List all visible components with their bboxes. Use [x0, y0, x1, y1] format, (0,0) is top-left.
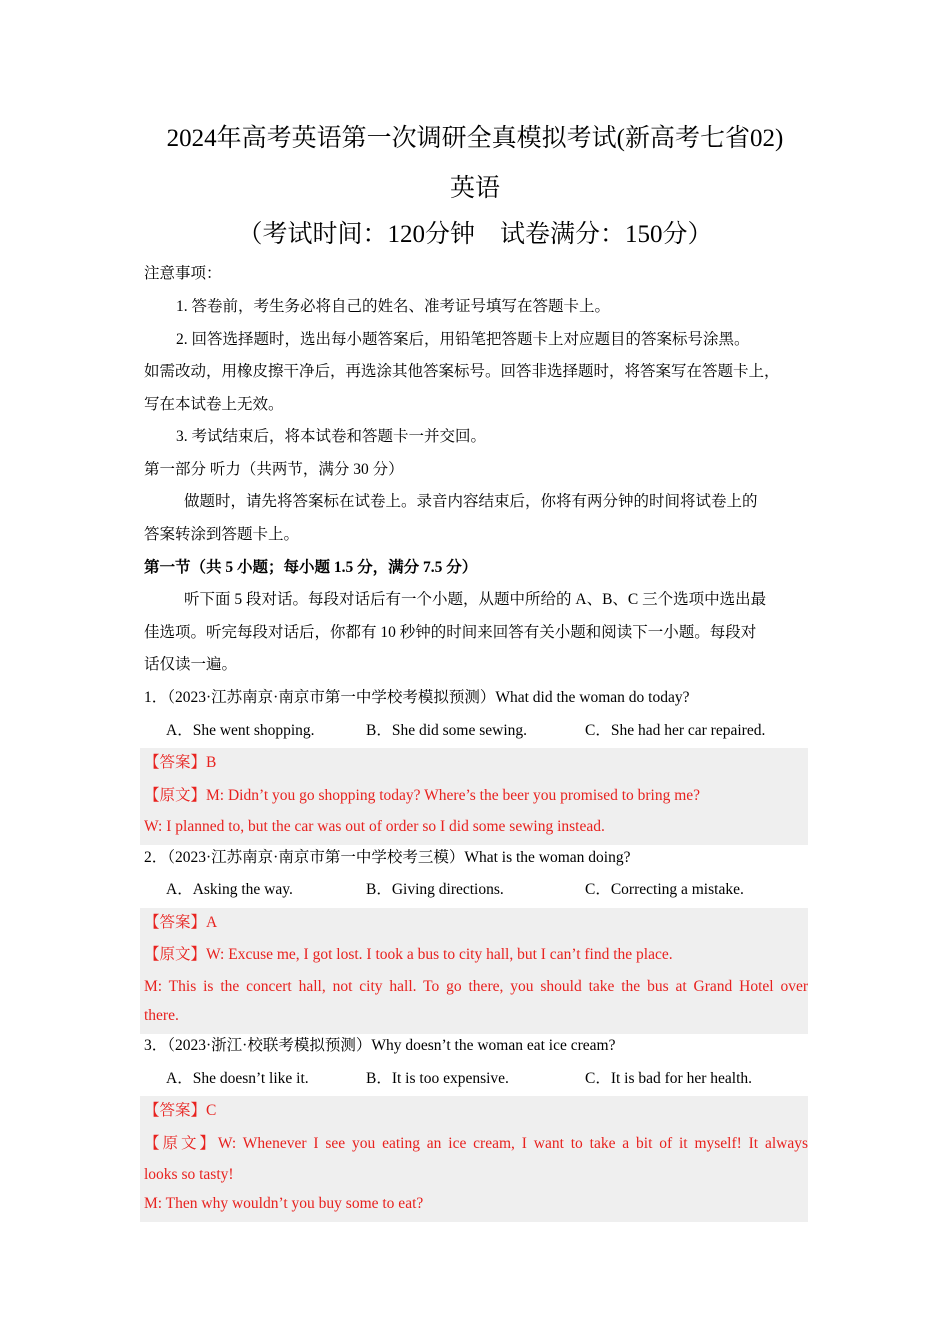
exam-title: 2024年高考英语第一次调研全真模拟考试(新高考七省02) — [166, 125, 784, 152]
question-1-transcript-line-2: W: I planned to, but the car was out of order so I did some sewing instead. — [144, 818, 605, 835]
notes-heading: 注意事项： — [144, 265, 222, 282]
question-2-stem: 2．（2023·江苏南京·南京市第一中学校考三模）What is the woman doing? — [144, 849, 631, 866]
question-3-stem: 3．（2023·浙江·校联考模拟预测）Why doesn’t the woman eat ice cream? — [144, 1037, 616, 1054]
notes-item-3: 3. 考试结束后，将本试卷和答题卡一并交回。 — [176, 428, 487, 445]
question-1-stem: 1．（2023·江苏南京·南京市第一中学校考模拟预测）What did the woman do today? — [144, 689, 690, 706]
question-2-transcript-line-2: M: This is the concert hall, not city hall. To go there, you should take the bus at Grand Hotel over — [144, 978, 808, 995]
question-3-answer: 【答案】C — [144, 1102, 217, 1119]
question-2-answer: 【答案】A — [144, 914, 218, 931]
question-3-transcript-line-2: looks so tasty! — [144, 1166, 234, 1183]
question-1-answer: 【答案】B — [144, 754, 217, 771]
notes-item-2-line-1: 2. 回答选择题时，选出每小题答案后，用铅笔把答题卡上对应题目的答案标号涂黑。 — [176, 331, 750, 348]
notes-item-2-line-3: 写在本试卷上无效。 — [144, 396, 284, 413]
section1-desc-line-1: 听下面 5 段对话。每段对话后有一个小题，从题中所给的 A、B、C 三个选项中选出最 — [184, 591, 767, 608]
notes-item-2-line-2: 如需改动，用橡皮擦干净后，再选涂其他答案标号。回答非选择题时，将答案写在答题卡上， — [144, 363, 780, 380]
exam-subject: 英语 — [449, 175, 500, 202]
question-2-transcript-line-3: there. — [144, 1007, 179, 1024]
part1-desc-line-2: 答案转涂到答题卡上。 — [144, 526, 300, 543]
question-3-transcript-line-1: 【原文】W: Whenever I see you eating an ice cream, I want to take a bit of it myself! It always — [144, 1135, 808, 1152]
question-3-option-c: C．It is bad for her health. — [585, 1070, 753, 1087]
section1-heading: 第一节（共 5 小题；每小题 1.5 分，满分 7.5 分） — [144, 559, 478, 576]
question-1-option-a: A．She went shopping. — [166, 722, 315, 739]
section1-desc-line-3: 话仅读一遍。 — [144, 656, 238, 673]
question-2-option-a: A．Asking the way. — [166, 881, 293, 898]
part1-desc-line-1: 做题时，请先将答案标在试卷上。录音内容结束后，你将有两分钟的时间将试卷上的 — [184, 493, 758, 510]
question-3-option-b: B．It is too expensive. — [366, 1070, 509, 1087]
question-3-transcript-line-3: M: Then why wouldn’t you buy some to eat? — [144, 1195, 424, 1212]
question-2-transcript-line-1: 【原文】W: Excuse me, I got lost. I took a bus to city hall, but I can’t find the place. — [144, 946, 673, 963]
question-3-option-a: A．She doesn’t like it. — [166, 1070, 309, 1087]
question-2-option-b: B．Giving directions. — [366, 881, 504, 898]
notes-item-1: 1. 答卷前，考生务必将自己的姓名、准考证号填写在答题卡上。 — [176, 298, 611, 315]
question-1-transcript-line-1: 【原文】M: Didn’t you go shopping today? Where’s the beer you promised to bring me? — [144, 787, 701, 804]
part1-heading: 第一部分 听力（共两节，满分 30 分） — [144, 461, 404, 478]
question-2-option-c: C．Correcting a mistake. — [585, 881, 744, 898]
question-1-option-c: C．She had her car repaired. — [585, 722, 766, 739]
exam-info: （考试时间：120分钟 试卷满分：150分） — [237, 221, 713, 248]
section1-desc-line-2: 佳选项。听完每段对话后，你都有 10 秒钟的时间来回答有关小题和阅读下一小题。每段对 — [144, 624, 757, 641]
question-1-option-b: B．She did some sewing. — [366, 722, 528, 739]
